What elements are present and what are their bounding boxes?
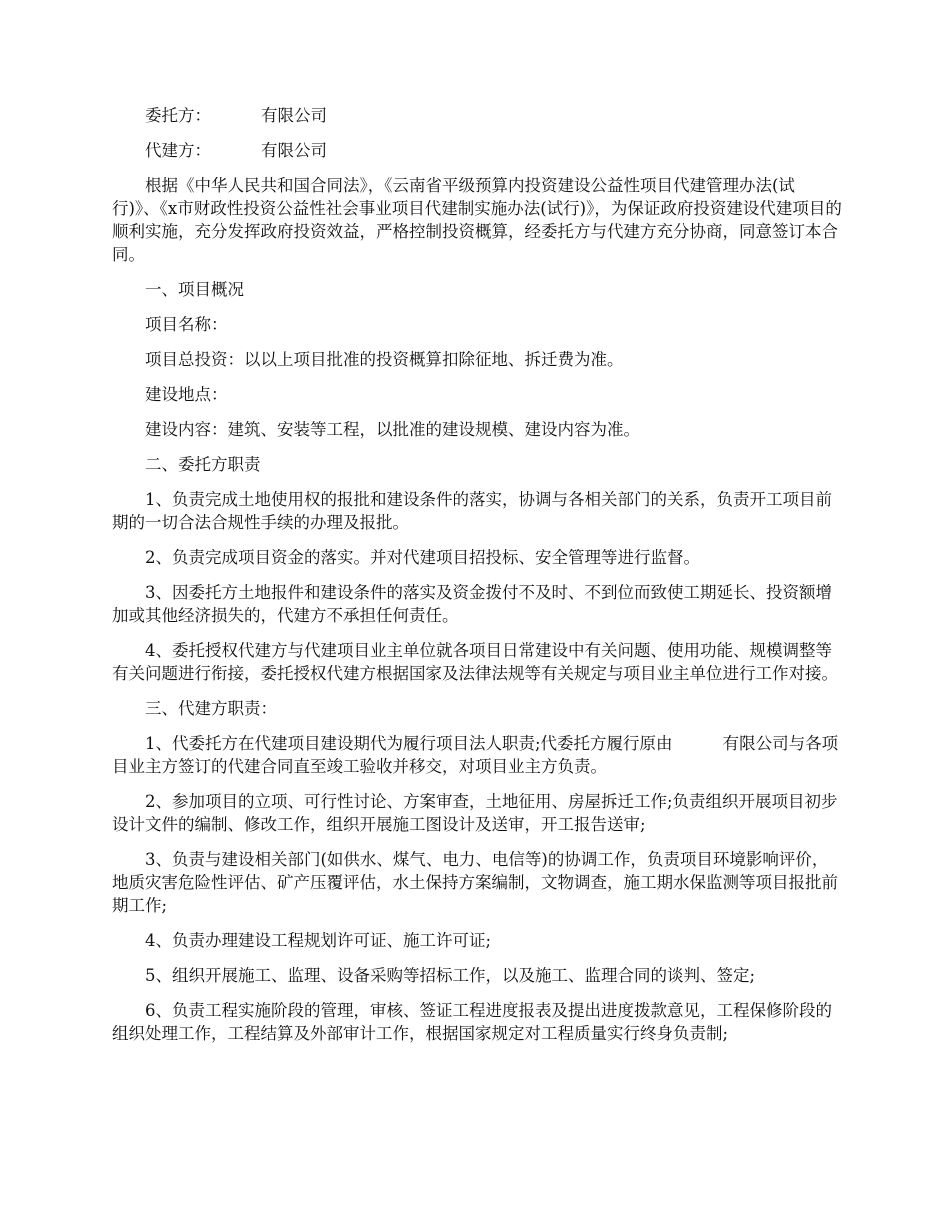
section-heading: 二、委托方职责 <box>145 455 261 474</box>
project-content: 建设内容：建筑、安装等工程，以批准的建设规模、建设内容为准。 <box>145 420 640 439</box>
agent-line <box>112 139 842 162</box>
agent-value: 有限公司 <box>261 141 327 160</box>
agent-duty: 2、参加项目的立项、可行性讨论、方案审查，土地征用、房屋拆迁工作;负责组织开展项目初步设计文件的编制、修改工作，组织开展施工图设计及送审，开工报告送审; <box>112 792 838 834</box>
client-duty: 3、因委托方土地报件和建设条件的落实及资金拨付不及时、不到位而致使工期延长、投资额增加或其他经济损失的，代建方不承担任何责任。 <box>112 583 832 625</box>
client-duty: 1、负责完成土地使用权的报批和建设条件的落实，协调与各相关部门的关系，负责开工项目前期的一切合法合规性手续的办理及报批。 <box>112 490 832 532</box>
contract-page <box>112 104 842 1057</box>
project-investment: 项目总投资：以以上项目批准的投资概算扣除征地、拆迁费为准。 <box>145 350 624 369</box>
client-label: 委托方： <box>145 106 211 125</box>
client-duty: 2、负责完成项目资金的落实。并对代建项目招投标、安全管理等进行监督。 <box>145 548 700 567</box>
project-location: 建设地点： <box>145 385 228 404</box>
section-heading: 三、代建方职责： <box>145 699 277 718</box>
agent-duty <box>112 732 842 778</box>
agent-duty: 6、负责工程实施阶段的管理，审核、签证工程进度报表及提出进度拨款意见，工程保修阶段的组织处理工作，工程结算及外部审计工作，根据国家规定对工程质量实行终身负责制; <box>112 1001 832 1043</box>
agent-duty: 5、组织开展施工、监理、设备采购等招标工作，以及施工、监理合同的谈判、签定; <box>145 966 756 985</box>
intro-paragraph: 根据《中华人民共和国合同法》，《云南省平级预算内投资建设公益性项目代建管理办法(试行)》、《x市财政性投资公益性社会事业项目代建制实施办法(试行)》，为保证政府投资建设代建项目的顺利实施，充分发挥政府投资效益，严格控制投资概算，经委托方与代建方充分协商，同意签订本合同。 <box>112 176 842 264</box>
client-line <box>112 104 842 127</box>
agent-duty: 3、负责与建设相关部门(如供水、煤气、电力、电信等)的协调工作，负责项目环境影响评价，地质灾害危险性评估、矿产压覆评估，水土保持方案编制，文物调查，施工期水保监测等项目报批前期工作; <box>112 850 838 915</box>
agent-duty: 4、负责办理建设工程规划许可证、施工许可证; <box>145 931 492 950</box>
agent-label: 代建方： <box>145 141 211 160</box>
agent-duty-part: 1、代委托方在代建项目建设期代为履行项目法人职责;代委托方履行原由 <box>145 734 673 753</box>
client-value: 有限公司 <box>261 106 327 125</box>
agent-duty-part: 有限公司与各项目业主方签订的代建合同直至竣工验收并移交，对项目业主方负责。 <box>112 734 839 776</box>
section-heading: 一、项目概况 <box>145 280 244 299</box>
client-duty: 4、委托授权代建方与代建项目业主单位就各项目日常建设中有关问题、使用功能、规模调整等有关问题进行衔接，委托授权代建方根据国家及法律法规等有关规定与项目业主单位进行工作对接。 <box>112 641 838 683</box>
project-name: 项目名称： <box>145 315 228 334</box>
